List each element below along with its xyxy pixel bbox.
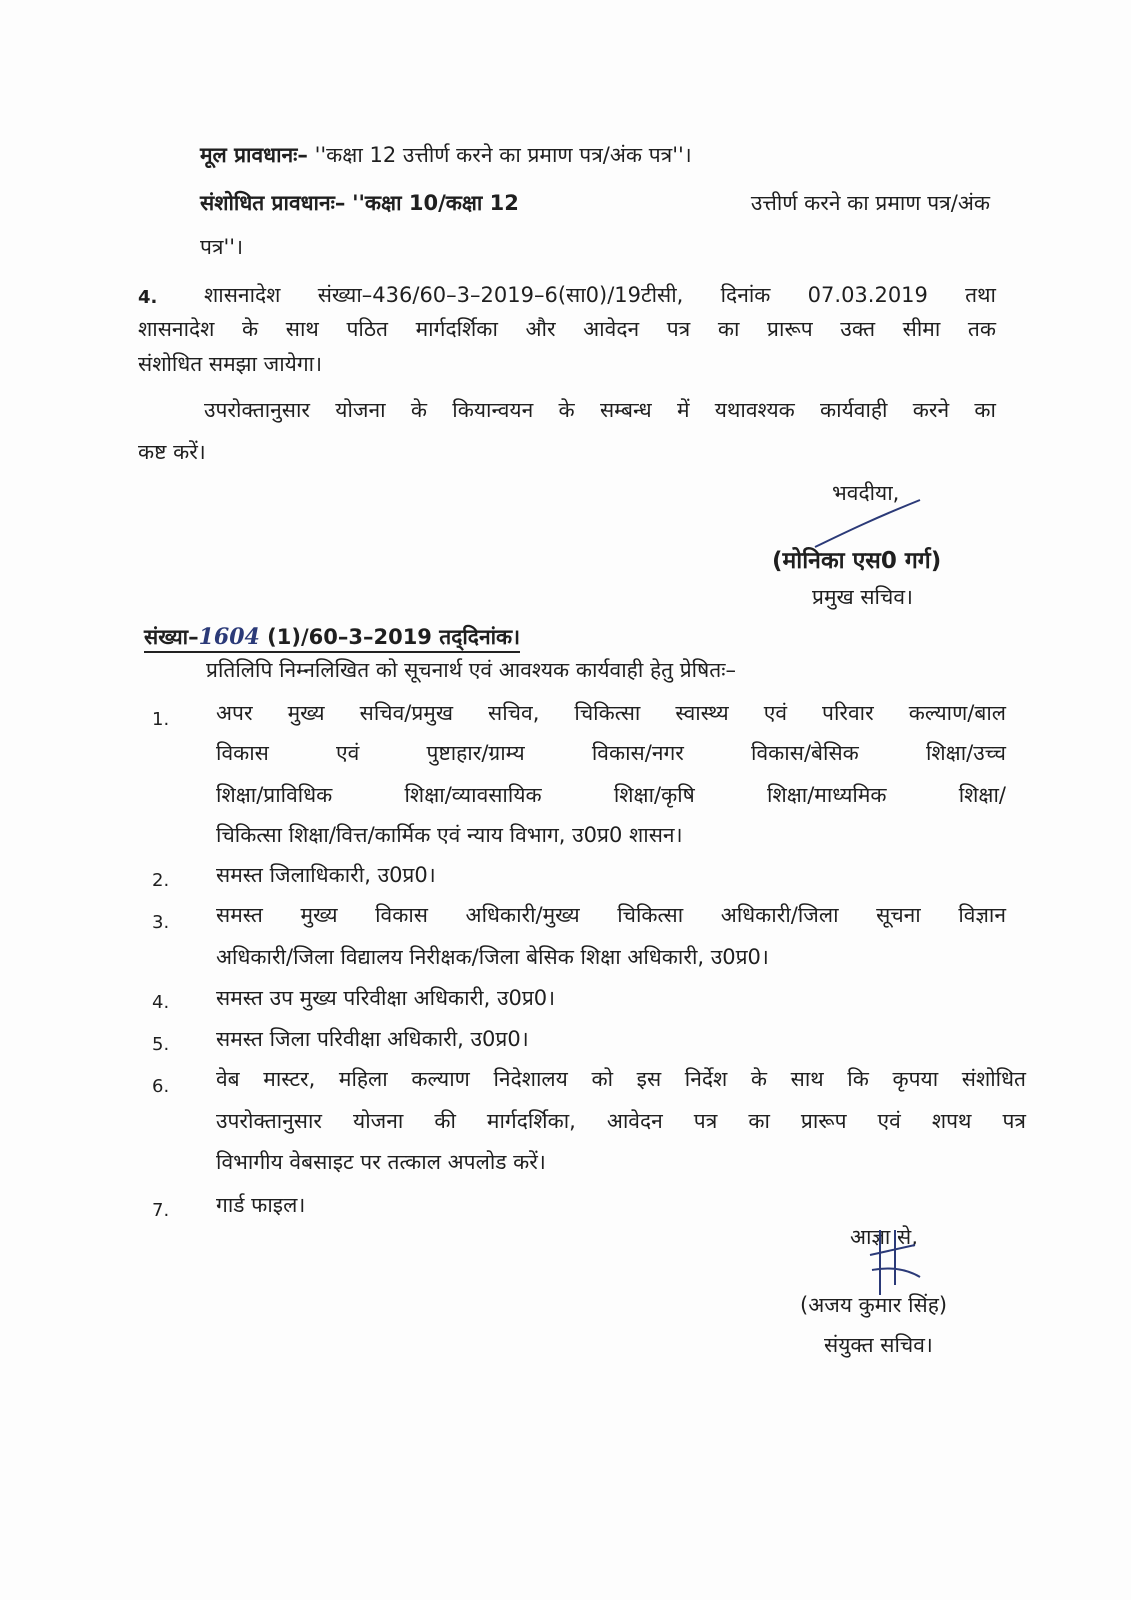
list-item-number: 4.	[152, 992, 170, 1013]
copy-intro: प्रतिलिपि निम्नलिखित को सूचनार्थ एवं आवश्यक कार्यवाही हेतु प्रेषितः–	[206, 658, 736, 682]
paragraph4-line1: शासनादेश संख्या–436/60–3–2019–6(सा0)/19टीसी, दिनांक 07.03.2019 तथा	[204, 283, 996, 307]
revised-provision-text: उत्तीर्ण करने का प्रमाण पत्र/अंक	[750, 191, 990, 215]
revised-provision-bold: ''कक्षा 10/कक्षा 12	[352, 191, 519, 215]
list-item-line: समस्त जिलाधिकारी, उ0प्र0।	[216, 863, 436, 887]
revised-provision-line2: पत्र''।	[200, 235, 244, 259]
closing-para-line2: कष्ट करें।	[138, 440, 206, 464]
reference-prefix: संख्या–	[144, 625, 199, 649]
list-item-line: शिक्षा/प्राविधिक शिक्षा/व्यावसायिक शिक्षा/कृषि शिक्षा/माध्यमिक शिक्षा/	[216, 783, 1006, 807]
revised-provision-label: संशोधित प्रावधानः–	[200, 191, 346, 215]
paragraph-number: 4.	[138, 287, 158, 308]
salutation-2: आज्ञा से,	[850, 1225, 918, 1249]
reference-suffix: (1)/60–3–2019 तद्‌दिनांक।	[267, 625, 521, 649]
signatory-designation-2: संयुक्त सचिव।	[824, 1333, 933, 1357]
original-provision	[200, 140, 692, 170]
signatory-name-1: (मोनिका एस0 गर्ग)	[772, 548, 942, 574]
list-item-line: समस्त मुख्य विकास अधिकारी/मुख्य चिकित्सा अधिकारी/जिला सूचना विज्ञान	[216, 903, 1006, 927]
revised-provision	[200, 188, 990, 218]
list-item-line: विभागीय वेबसाइट पर तत्काल अपलोड करें।	[216, 1150, 546, 1174]
salutation-1: भवदीया,	[832, 481, 900, 505]
list-item-line: उपरोक्तानुसार योजना की मार्गदर्शिका, आवेदन पत्र का प्रारूप एवं शपथ पत्र	[216, 1109, 1026, 1133]
closing-para-line1: उपरोक्तानुसार योजना के कियान्वयन के सम्बन्ध में यथावश्यक कार्यवाही करने का	[204, 398, 996, 422]
list-item-number: 7.	[152, 1200, 170, 1221]
paragraph4-line2: शासनादेश के साथ पठित मार्गदर्शिका और आवेदन पत्र का प्रारूप उक्त सीमा तक	[138, 317, 996, 341]
list-item-number: 2.	[152, 870, 170, 891]
original-provision-text: ''कक्षा 12 उत्तीर्ण करने का प्रमाण पत्र/अंक पत्र''।	[314, 143, 692, 167]
copy-reference	[144, 622, 520, 652]
list-item-number: 1.	[152, 709, 170, 730]
list-item-line: समस्त उप मुख्य परिवीक्षा अधिकारी, उ0प्र0।	[216, 986, 556, 1010]
list-item-line: अधिकारी/जिला विद्यालय निरीक्षक/जिला बेसिक शिक्षा अधिकारी, उ0प्र0।	[216, 945, 769, 969]
list-item-number: 3.	[152, 912, 170, 933]
list-item-line: विकास एवं पुष्टाहार/ग्राम्य विकास/नगर विकास/बेसिक शिक्षा/उच्च	[216, 741, 1006, 765]
list-item-number: 5.	[152, 1034, 170, 1055]
original-provision-label: मूल प्रावधानः–	[200, 143, 308, 167]
list-item-line: चिकित्सा शिक्षा/वित्त/कार्मिक एवं न्याय विभाग, उ0प्र0 शासन।	[216, 823, 683, 847]
list-item-line: समस्त जिला परिवीक्षा अधिकारी, उ0प्र0।	[216, 1027, 529, 1051]
list-item-number: 6.	[152, 1076, 170, 1097]
paragraph4-line3: संशोधित समझा जायेगा।	[138, 352, 323, 376]
signatory-name-2: (अजय कुमार सिंह)	[800, 1293, 948, 1317]
signatory-designation-1: प्रमुख सचिव।	[812, 585, 913, 609]
reference-number-handwritten: 1604	[198, 624, 260, 650]
list-item-line: गार्ड फाइल।	[216, 1193, 306, 1217]
list-item-line: अपर मुख्य सचिव/प्रमुख सचिव, चिकित्सा स्वास्थ्य एवं परिवार कल्याण/बाल	[216, 701, 1006, 725]
list-item-line: वेब मास्टर, महिला कल्याण निदेशालय को इस निर्देश के साथ कि कृपया संशोधित	[216, 1067, 1026, 1091]
